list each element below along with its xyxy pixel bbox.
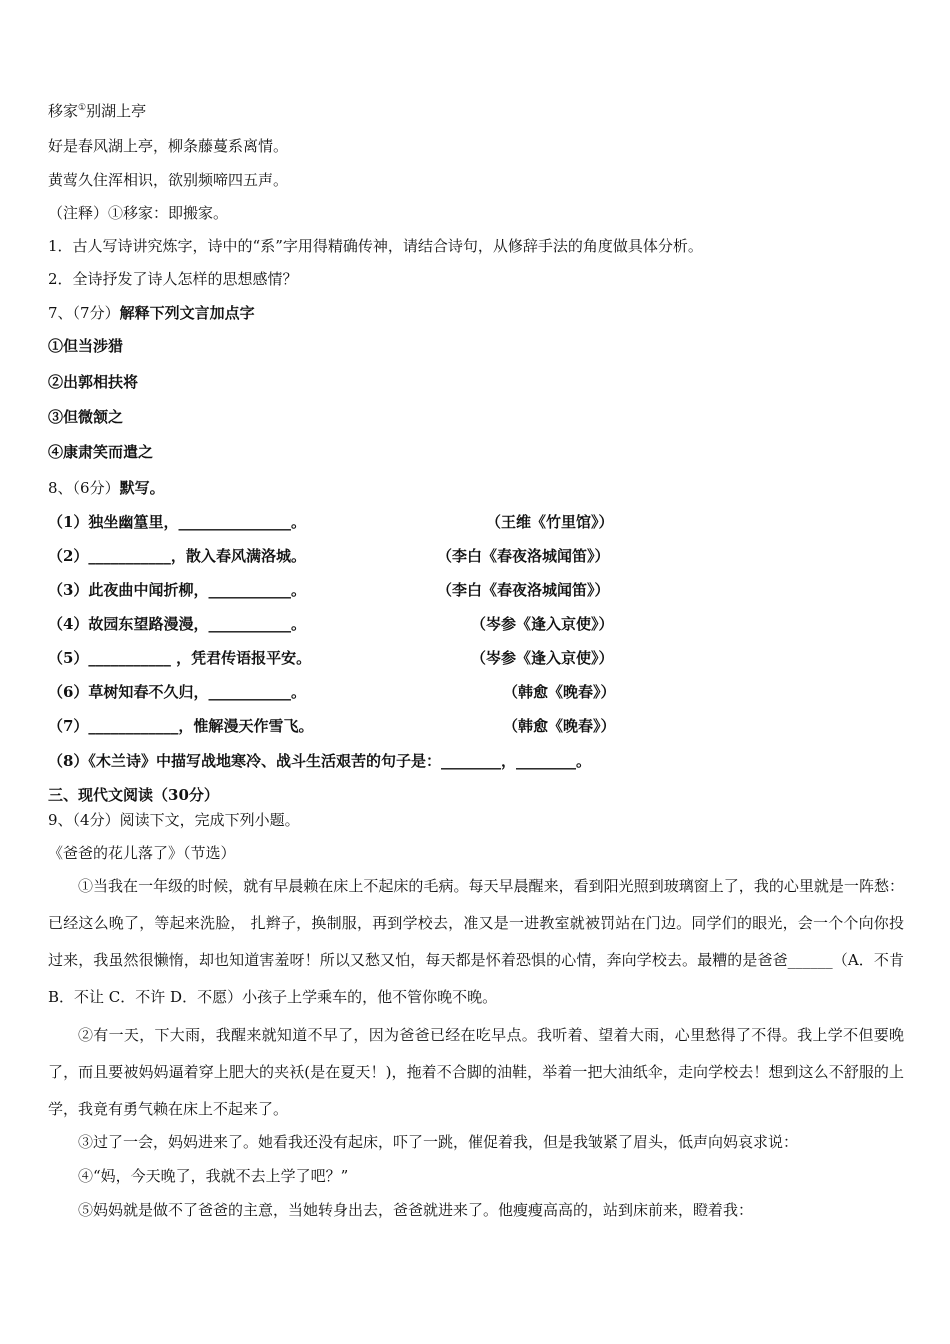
question-6-1: 1．古人写诗讲究炼字，诗中的“系”字用得精确传神，请结合诗句，从修辞手法的角度做具体分析。 <box>48 237 703 255</box>
article-paragraph-3: ③过了一会，妈妈进来了。她看我还没有起床，吓了一跳，催促着我，但是我皱紧了眉头，低声向妈哀求说： <box>78 1133 799 1151</box>
article-paragraph-4: ④“妈，今天晚了，我就不去上学了吧？” <box>78 1167 349 1185</box>
q8-item-4: （4）故园东望路漫漫，___________。 <box>48 615 306 633</box>
article-paragraph-5: ⑤妈妈就是做不了爸爸的主意，当她转身出去，爸爸就进来了。他瘦瘦高高的，站到床前来，瞪着我： <box>78 1201 754 1219</box>
q8-source-1: （王维《竹里馆》） <box>486 513 614 531</box>
article-title: 《爸爸的花儿落了》（节选） <box>48 844 236 862</box>
q8-item-2: （2）___________，散入春风满洛城。 <box>48 547 306 565</box>
q8-item-1: （1）独坐幽篁里，_______________。 <box>48 513 306 531</box>
question-8-prefix: 8、（6分） <box>48 479 120 497</box>
note-marker: ① <box>78 103 87 113</box>
article-paragraph-2: ②有一天，下大雨，我醒来就知道不早了，因为爸爸已经在吃早点。我听着、望着大雨，心里愁得了不得。我上学不但要晚了，而且要被妈妈逼着穿上肥大的夹袄(是在夏天！)，拖着不合脚的油鞋，举着一把大油纸伞，走向学校去！想到这么不舒服的上学，我竟有勇气赖在床上不起来了。 <box>48 1026 904 1118</box>
q8-item-8: （8）《木兰诗》中描写战地寒冷、战斗生活艰苦的句子是：________，________。 <box>48 752 591 770</box>
q7-item-3: ③但微颔之 <box>48 408 124 426</box>
question-8-heading <box>48 478 165 498</box>
poem-note: （注释）①移家：即搬家。 <box>48 204 229 222</box>
q7-item-4: ④康肃笑而遣之 <box>48 443 154 461</box>
q8-source-3: （李白《春夜洛城闻笛》） <box>437 581 610 599</box>
q8-source-2: （李白《春夜洛城闻笛》） <box>437 547 610 565</box>
poem-line-1: 好是春风湖上亭，柳条藤蔓系离情。 <box>48 137 289 155</box>
q7-item-2: ②出郭相扶将 <box>48 373 139 391</box>
question-9: 9、（4分）阅读下文，完成下列小题。 <box>48 811 300 829</box>
q8-item-3: （3）此夜曲中闻折柳，___________。 <box>48 581 306 599</box>
poem-title-pre: 移家 <box>48 102 79 120</box>
article-paragraph-1: ①当我在一年级的时候，就有早晨赖在床上不起床的毛病。每天早晨醒来，看到阳光照到玻璃窗上了，我的心里就是一阵愁：已经这么晚了，等起来洗脸， 扎辫子，换制服，再到学校去，准又是一进教室就被罚站在门边。同学们的眼光，会一个个向你投过来，我虽然很懒惰，却也知道害羞呀！所以又愁又怕，每天都是怀着恐惧的心情，奔向学校去。最糟的是爸爸______（A．不肯 B．不让 C．不许 D．不愿）小孩子上学乘车的，他不管你晚不晚。 <box>48 877 904 1006</box>
question-6-2: 2．全诗抒发了诗人怎样的思想感情？ <box>48 270 298 288</box>
poem-title <box>48 101 146 121</box>
question-7-prefix: 7、（7分） <box>48 304 120 322</box>
poem-line-2: 黄莺久住浑相识，欲别频啼四五声。 <box>48 171 289 189</box>
question-8-title: 默写。 <box>119 479 165 497</box>
poem-title-post: 别湖上亭 <box>86 102 147 120</box>
question-7-heading <box>48 303 255 323</box>
q8-source-7: （韩愈《晚春》） <box>503 717 616 735</box>
section-3-heading: 三、现代文阅读（30分） <box>48 786 219 804</box>
question-7-title: 解释下列文言加点字 <box>119 304 255 322</box>
q8-source-4: （岑参《逢入京使》） <box>471 615 614 633</box>
q8-source-6: （韩愈《晚春》） <box>503 683 616 701</box>
q7-item-1: ①但当涉猎 <box>48 337 124 355</box>
q8-source-5: （岑参《逢入京使》） <box>471 649 614 667</box>
q8-item-7: （7）____________，惟解漫天作雪飞。 <box>48 717 314 735</box>
q8-item-5: （5）___________ ，凭君传语报平安。 <box>48 649 312 667</box>
q8-item-6: （6）草树知春不久归，___________。 <box>48 683 306 701</box>
